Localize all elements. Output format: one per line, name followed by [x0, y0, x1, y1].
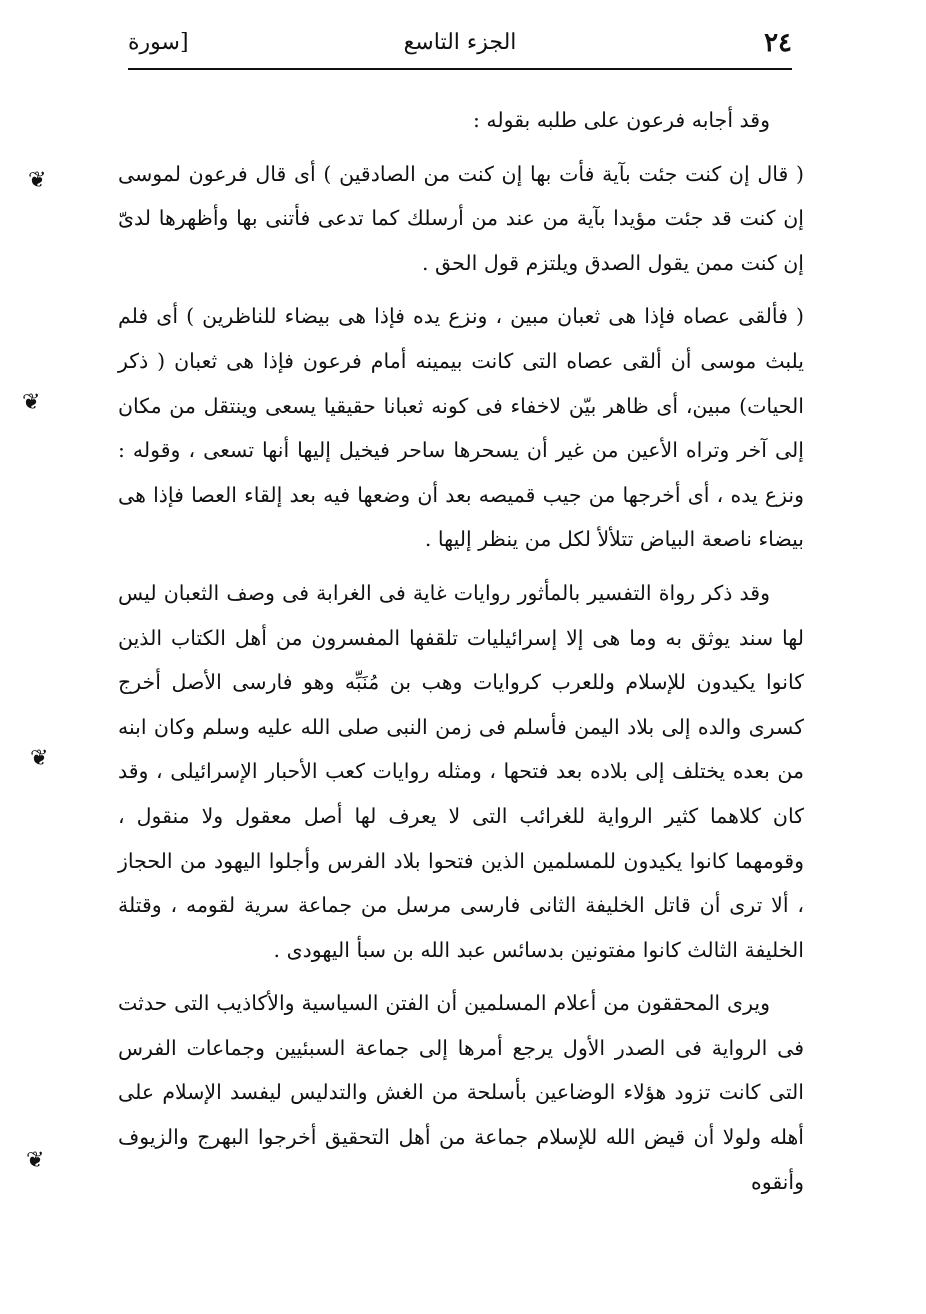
paragraph-verse-1: ( قال إن كنت جئت بآية فأت بها إن كنت من الصادقين ) أى قال فرعون لموسى إن كنت قد جئت مؤيدا بآية من عند من أرسلك كما تدعى فأتنى بها وأظهرها لدىّ إن كنت ممن يقول الصدق ويلتزم قول الحق . — [118, 161, 804, 275]
margin-fleuron-icon: ❦ — [26, 1148, 45, 1173]
margin-fleuron-icon: ❦ — [22, 390, 41, 415]
paragraph-intro: وقد أجابه فرعون على طلبه بقوله : — [472, 108, 770, 132]
paragraph-scholars: ويرى المحققون من أعلام المسلمين أن الفتن السياسية والأكاذيب التى حدثت فى الرواية فى الصدر الأول يرجع أمرها إلى جماعة السبئيين وجماعات الفرس التى كانت تزود هؤلاء الوضاعين بأسلحة من الغش والتدليس ليفسد الإسلام على أهله ولولا أن قيض الله للإسلام جماعة من أهل التحقيق أخرجوا البهرج والزيوف وأنقوه — [118, 991, 804, 1194]
margin-fleuron-icon: ❦ — [30, 746, 49, 771]
part-title: الجزء التاسع — [403, 30, 517, 55]
header-rule — [128, 68, 792, 70]
paragraph-verse-2: ( فألقى عصاه فإذا هى ثعبان مبين ، ونزع يده فإذا هى بيضاء للناظرين ) أى فلم يلبث موسى أن ألقى عصاه التى كانت بيمينه أمام فرعون فإذا هى ثعبان ( ذكر الحيات) مبين، أى ظاهر بيّن لاخفاء فى كونه ثعبانا حقيقيا يسعى وينتقل من مكان إلى آخر وتراه الأعين من غير أن يسحرها ساحر فيخيل إليها أنها تسعى ، وقوله : ونزع يده ، أى أخرجها من جيب قميصه بعد أن وضعها فيه بعد إلقاء العصا فإذا هى بيضاء ناصعة البياض تتلألأ لكل من ينظر إليها . — [118, 304, 804, 552]
surah-tag: [سورة — [128, 30, 189, 55]
body-text — [118, 98, 804, 1204]
margin-fleuron-icon: ❦ — [28, 168, 47, 193]
running-header — [128, 20, 792, 70]
paragraph-narrators: وقد ذكر رواة التفسير بالمأثور روايات غاية فى الغرابة فى وصف الثعبان ليس لها سند يوثق به وما هى إلا إسرائيليات تلقفها المفسرون من أهل الكتاب الذين كانوا يكيدون للإسلام وللعرب كروايات وهب بن مُنَبِّه وهو فارسى الأصل أخرج كسرى والده إلى بلاد اليمن فأسلم فى زمن النبى صلى الله عليه وسلم وكان ابنه من بعده يختلف إلى بلاده بعد فتحها ، ومثله روايات كعب الأحبار الإسرائيلى ، وقد كان كلاهما كثير الرواية للغرائب التى لا يعرف لها أصل معقول ولا منقول ، وقومهما كانوا يكيدون للمسلمين الذين فتحوا بلاد الفرس وأجلوا اليهود من الحجاز ، ألا ترى أن قاتل الخليفة الثانى فارسى مرسل من جماعة سرية لقومه ، وقتلة الخليفة الثالث كانوا مفتونين بدسائس عبد الله بن سبأ اليهودى . — [118, 580, 804, 962]
page-number: ٢٤ — [764, 28, 792, 58]
